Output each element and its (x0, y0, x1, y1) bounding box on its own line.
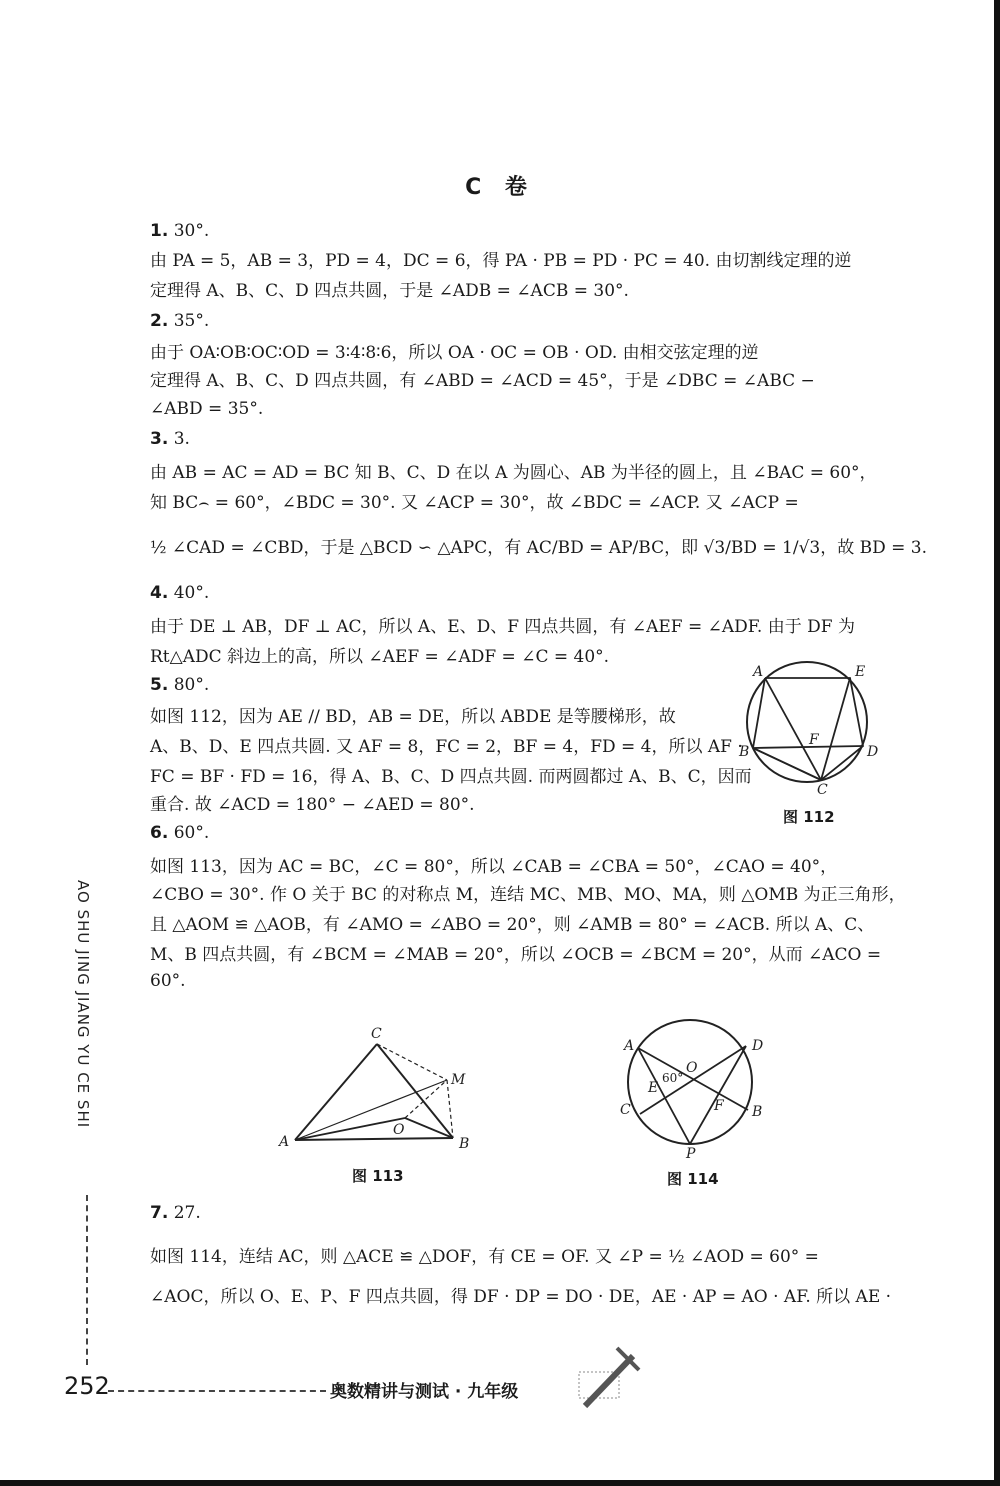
sidebar-dashed-line (86, 1195, 89, 1365)
answer-number-line (150, 674, 209, 696)
answer-number-line (150, 220, 209, 242)
solution-text: ∠CBO = 30°. 作 O 关于 BC 的对称点 M，连结 MC、MB、MO、MA，则 △OMB 为正三角形， (150, 885, 906, 905)
answer-value: 30°. (173, 221, 210, 241)
solution-text: 重合. 故 ∠ACD = 180° − ∠AED = 80°. (150, 795, 475, 815)
solution-text: 由 PA = 5，AB = 3，PD = 4，DC = 6，得 PA · PB = PD · PC = 40. 由切割线定理的逆 (150, 251, 852, 271)
solution-text-line (150, 616, 855, 638)
fig112-label-a: A (753, 664, 764, 680)
question-number: 6. (150, 823, 169, 843)
question-number: 5. (150, 675, 169, 695)
solution-text: 如图 113，因为 AC = BC，∠C = 80°，所以 ∠CAB = ∠CBA = 50°，∠CAO = 40°， (150, 857, 838, 877)
solution-text: 且 △AOM ≌ △AOB，有 ∠AMO = ∠ABO = 20°，则 ∠AMB = 80° = ∠ACB. 所以 A、C、 (150, 915, 875, 935)
page-number: 252 (64, 1372, 110, 1400)
fig114-label-f: F (714, 1098, 724, 1114)
solution-text-line (150, 280, 629, 302)
solution-text: 由于 OA∶OB∶OC∶OD = 3∶4∶8∶6，所以 OA · OC = OB · OD. 由相交弦定理的逆 (150, 343, 759, 363)
solution-text-line (150, 736, 743, 758)
solution-text: 如图 112，因为 AE // BD，AB = DE，所以 ABDE 是等腰梯形，故 (150, 707, 676, 727)
answer-value: 3. (173, 429, 190, 449)
solution-text-line (150, 462, 877, 484)
solution-text: 知 BC⌢ = 60°，∠BDC = 30°. 又 ∠ACP = 30°，故 ∠BDC = ∠ACP. 又 ∠ACP = (150, 493, 799, 513)
solution-text: Rt△ADC 斜边上的高，所以 ∠AEF = ∠ADF = ∠C = 40°. (150, 647, 610, 667)
solution-text-line (150, 914, 874, 936)
fig113-label-a: A (279, 1134, 290, 1150)
solution-text-line (150, 492, 799, 514)
pencil-ruler-icon (575, 1342, 645, 1412)
question-number: 2. (150, 311, 169, 331)
solution-text-line (150, 1286, 891, 1308)
fig112-label-f: F (809, 732, 819, 748)
figure-114 (618, 1010, 768, 1160)
solution-text-line (150, 537, 927, 559)
solution-text-line (150, 706, 676, 728)
fig112-label-e: E (855, 664, 866, 680)
fig113-label-m: M (451, 1072, 466, 1088)
figure-112 (735, 660, 885, 800)
fig114-label-d: D (752, 1038, 764, 1054)
sidebar-series-title: AO SHU JING JIANG YU CE SHI (74, 880, 92, 1129)
solution-text-line (150, 766, 752, 788)
answer-value: 60°. (173, 823, 210, 843)
fig113-label-b: B (459, 1136, 470, 1152)
solution-text-line (150, 856, 837, 878)
answer-number-line (150, 428, 190, 450)
solution-text: 如图 114，连结 AC，则 △ACE ≌ △DOF，有 CE = OF. 又 ∠P = ½ ∠AOD = 60° = (150, 1247, 819, 1267)
fig114-label-e: E (648, 1080, 659, 1096)
page-edge-right (994, 0, 1000, 1486)
fig114-label-b: B (752, 1104, 763, 1120)
section-title: C 卷 (465, 175, 535, 200)
answer-number-line (150, 1202, 201, 1224)
question-number: 1. (150, 221, 169, 241)
question-number: 4. (150, 583, 169, 603)
solution-text: ∠AOC，所以 O、E、P、F 四点共圆，得 DF · DP = DO · DE，AE · AP = AO · AF. 所以 AE · (150, 1287, 892, 1307)
fig114-label-p: P (686, 1146, 696, 1160)
solution-text: M、B 四点共圆，有 ∠BCM = ∠MAB = 20°，所以 ∠OCB = ∠BCM = 20°，从而 ∠ACO = (150, 945, 882, 965)
fig112-label-c: C (817, 782, 828, 798)
answer-number-line (150, 582, 209, 604)
solution-text: 60°. (150, 971, 186, 991)
answer-number-line (150, 822, 209, 844)
figure-113 (275, 1022, 475, 1157)
solution-text-line (150, 646, 609, 668)
solution-text-line (150, 944, 881, 966)
solution-text: 由 AB = AC = AD = BC 知 B、C、D 在以 A 为圆心、AB 为半径的圆上，且 ∠BAC = 60°， (150, 463, 877, 483)
footer-dashed-line (108, 1390, 326, 1392)
question-number: 3. (150, 429, 169, 449)
solution-text-line (150, 342, 759, 364)
solution-text: FC = BF · FD = 16，得 A、B、C、D 四点共圆. 而两圆都过 A、B、C，因而 (150, 767, 752, 787)
solution-text-line (150, 884, 906, 906)
solution-text: 由于 DE ⊥ AB，DF ⊥ AC，所以 A、E、D、F 四点共圆，有 ∠AEF = ∠ADF. 由于 DF 为 (150, 617, 855, 637)
solution-text: A、B、D、E 四点共圆. 又 AF = 8，FC = 2，BF = 4，FD = 4，所以 AF · (150, 737, 743, 757)
fig113-caption: 图 113 (352, 1167, 404, 1185)
solution-text: 定理得 A、B、C、D 四点共圆，于是 ∠ADB = ∠ACB = 30°. (150, 281, 629, 301)
solution-text: ∠ABD = 35°. (150, 399, 264, 419)
fig114-label-angle: 60° (662, 1071, 684, 1085)
answer-value: 40°. (173, 583, 210, 603)
page-edge-bottom (0, 1480, 1000, 1486)
fig114-label-a: A (624, 1038, 635, 1054)
fig114-caption: 图 114 (667, 1170, 719, 1188)
fig112-caption: 图 112 (783, 808, 835, 826)
solution-text-line (150, 1246, 819, 1268)
answer-value: 80°. (173, 675, 210, 695)
footer-book-title: 奥数精讲与测试 · 九年级 (330, 1382, 519, 1402)
fig112-label-d: D (867, 744, 879, 760)
solution-text-line (150, 794, 475, 816)
fig112-label-b: B (739, 744, 750, 760)
fig113-label-c: C (371, 1026, 382, 1042)
solution-text: ½ ∠CAD = ∠CBD，于是 △BCD ∽ △APC，有 AC/BD = AP/BC，即 √3/BD = 1/√3，故 BD = 3. (150, 538, 928, 558)
solution-text: 定理得 A、B、C、D 四点共圆，有 ∠ABD = ∠ACD = 45°，于是 ∠DBC = ∠ABC − (150, 371, 815, 391)
fig113-label-o: O (393, 1122, 405, 1138)
answer-value: 35°. (173, 311, 210, 331)
solution-text-line (150, 970, 186, 992)
solution-text-line (150, 370, 815, 392)
question-number: 7. (150, 1203, 169, 1223)
answer-number-line (150, 310, 209, 332)
answer-value: 27. (173, 1203, 201, 1223)
fig114-label-c: C (620, 1102, 631, 1118)
fig114-label-o: O (686, 1060, 698, 1076)
solution-text-line (150, 398, 263, 420)
solution-text-line (150, 250, 851, 272)
